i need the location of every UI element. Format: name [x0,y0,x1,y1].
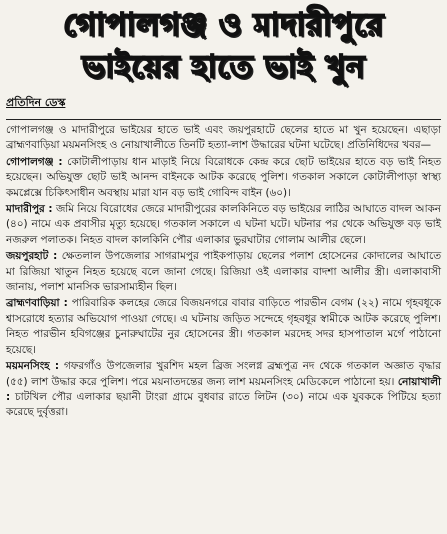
paragraph-text: ক্ষেতলাল উপজেলার সাগরামপুর পাইকপাড়ায় ছেলের পলাশ হোসেনের কোদালের আঘাতে মা রিজিয়া খাতুন নিহত হয়েছে বলে জানা গেছে। রিজিয়া ওই এলাকার বাদশা আলীর স্ত্রী। এলাকাবাসী জানায়, পলাশ মানসিক ভারসাম্যহীন ছিল। [6,250,441,294]
headline [6,4,441,88]
paragraph-intro [6,123,441,154]
paragraph-gopalganj [6,155,441,201]
paragraph-text: পারিবারিক কলহের জেরে বিজয়নগরে বাবার বাড়িতে পারভীন বেগম (২২) নামে গৃহবধূকে শ্বাসরোধে হত্যার অভিযোগ পাওয়া গেছে। এ ঘটনায় জড়িত সন্দেহে গৃহবধূর স্বামীকে আটক করেছে পুলিশ। নিহত পারভীন হবিগঞ্জের চুনারুঘাটের নুর হোসেনের স্ত্রী। গতকাল মরদেহ সদর হাসপাতাল মর্গে পাঠানো হয়েছে। [6,297,441,356]
article-body [6,123,441,421]
paragraph-text: গোপালগঞ্জ ও মাদারীপুরে ভাইয়ের হাতে ভাই এবং জয়পুরহাটে ছেলের হাতে মা খুন হয়েছেন। এছাড়া ব্রাহ্মণবাড়িয়া ময়মনসিংহ ও নোয়াখালীতে তিনটি হত্যা-লাশ উদ্ধারের ঘটনা ঘটেছে। প্রতিনিধিদের খবর— [6,124,441,152]
paragraph-text: গফরগাঁও উপজেলার খুরশিদ মহল ব্রিজ সংলগ্ন ব্রহ্মপুত্র নদ থেকে গতকাল অজ্ঞাত বৃদ্ধার (৫৫) লাশ উদ্ধার করে পুলিশ। পরে ময়নাতদন্তের জন্য লাশ ময়মনসিংহ মেডিকেলে পাঠানো হয়। [6,360,442,388]
paragraph-joypurhat [6,249,441,295]
paragraph-label: ব্রাহ্মণবাড়িয়া : [6,297,68,310]
paragraph-label: ময়মনসিংহ : [6,360,60,373]
paragraph-madaripur [6,202,441,248]
paragraph-label: গোপালগঞ্জ : [6,155,63,168]
paragraph-label: জয়পুরহাট : [6,250,58,263]
headline-line-1: গোপালগঞ্জ ও মাদারীপুরে [63,7,384,43]
paragraph-mymensingh-noakhali [6,359,441,421]
paragraph-text-2: চাটখিল পৌর এলাকার ছয়ানী টাংরা গ্রামে বুধবার রাতে লিটন (৩০) নামে এক যুবককে পিটিয়ে হত্যা করেছে দুর্বৃত্তরা। [6,390,441,419]
byline: প্রতিদিন ডেস্ক [6,96,66,109]
paragraph-label-2: নোয়াখালী : [6,375,441,403]
paragraph-text: জমি নিয়ে বিরোধের জেরে মাদারীপুরের কালকিনিতে বড় ভাইয়ের লাঠির আঘাতে বাদল আকন (৪০) নামে এক প্রবাসীর মৃত্যু হয়েছে। গতকাল সকালে এ ঘটনা ঘটে। ঘটনার পর থেকে অভিযুক্ত বড় ভাই নজরুল পলাতক। নিহত বাদল কালকিনি পৌর এলাকার ভুরঘাটার গোলাম আলীর ছেলে। [6,203,441,246]
paragraph-text: কোটালীপাড়ায় ধান মাড়াই নিয়ে বিরোধকে কেন্দ্র করে ছোট ভাইয়ের হাতে বড় ভাই নিহত হয়েছেন। অভিযুক্ত ছোট ভাই আনন্দ বাইনকে আটক করেছে পুলিশ। গতকাল সকালে কোটালীপাড়া স্বাস্থ্য কমপ্লেক্সে চিকিৎসাধীন অবস্থায় মারা যান বড় ভাই গোবিন্দ বাইন (৬০)। [6,155,441,199]
paragraph-brahmanbaria [6,296,441,358]
headline-line-2: ভাইয়ের হাতে ভাই খুন [82,49,365,85]
paragraph-label: মাদারীপুর : [6,203,53,216]
divider [6,119,441,120]
